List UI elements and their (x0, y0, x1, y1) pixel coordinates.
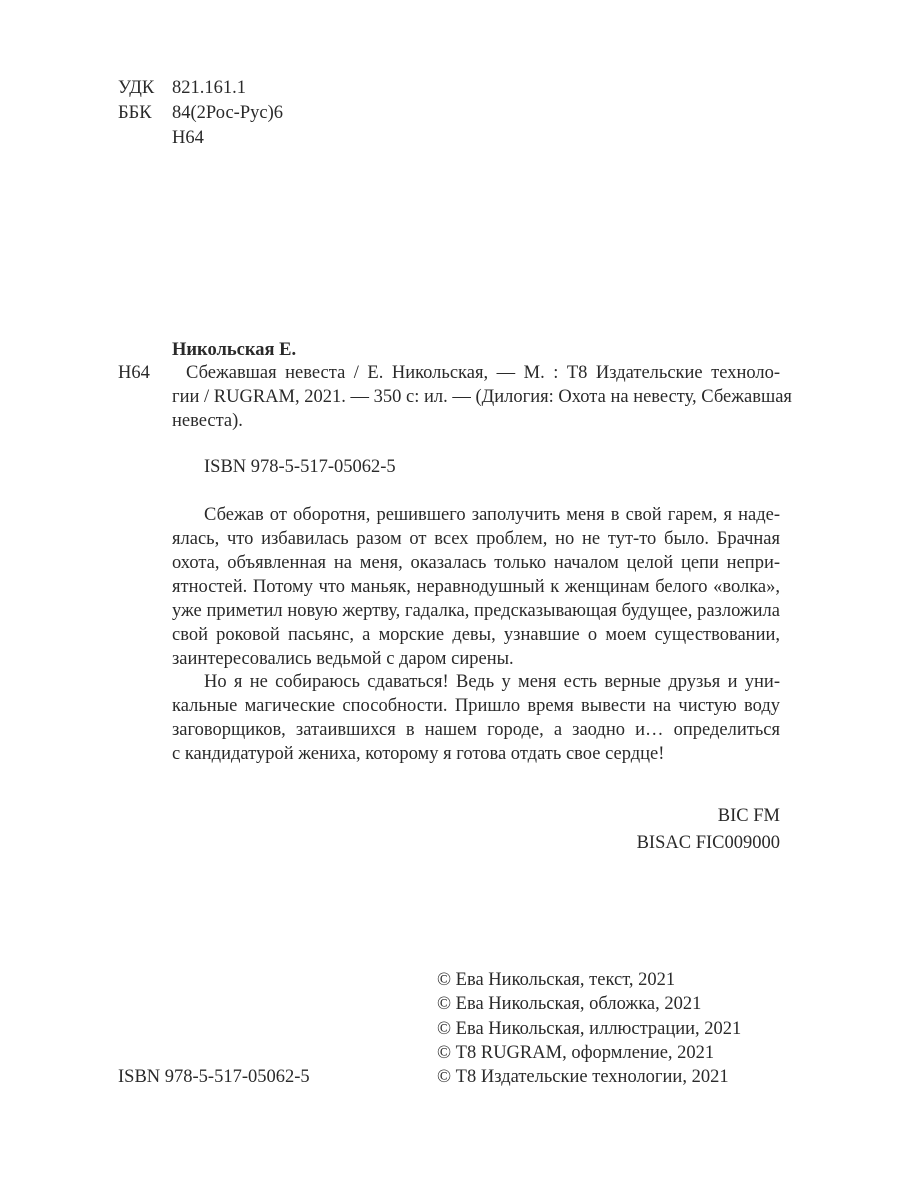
annotation-line: уже приметил новую жертву, гадалка, предсказывающая будущее, разложила (172, 601, 780, 621)
isbn-bottom: ISBN 978-5-517-05062-5 (118, 1067, 310, 1087)
bic-code: BIC FM (717, 806, 780, 826)
author-heading: Никольская Е. (172, 340, 297, 360)
isbn: ISBN 978-5-517-05062-5 (204, 457, 396, 477)
annotation-line: ялась, что избавилась разом от всех проблем, но не тут-то было. Брачная (172, 529, 780, 549)
bib-line: гии / RUGRAM, 2021. — 350 с: ил. — (Дилогия: Охота на невесту, Сбежавшая (172, 387, 792, 407)
bbk-value: 84(2Рос-Рус)6 (172, 103, 283, 123)
annotation-line: ятностей. Потому что маньяк, неравнодушный к женщинам белого «волка», (172, 577, 780, 597)
annotation-line: заговорщиков, затаившихся в нашем городе, а заодно и… определиться (172, 720, 780, 740)
udk-label: УДК (118, 78, 155, 98)
annotation-line: заинтересовались ведьмой с даром сирены. (172, 649, 514, 669)
copyright-line: © Ева Никольская, текст, 2021 (437, 970, 676, 990)
udk-value: 821.161.1 (172, 78, 246, 98)
author-mark: Н64 (172, 128, 204, 148)
annotation-line: охота, объявленная на меня, оказалась только началом целой цепи непри- (172, 553, 780, 573)
annotation-line: с кандидатурой жениха, которому я готова отдать свое сердце! (172, 744, 665, 764)
author-code: Н64 (118, 363, 150, 383)
bib-line: Сбежавшая невеста / Е. Никольская, — М. : Т8 Издательские техноло- (186, 363, 780, 383)
annotation-line: Сбежав от оборотня, решившего заполучить меня в свой гарем, я наде- (204, 505, 780, 525)
bisac-code: BISAC FIC009000 (636, 833, 780, 853)
copyright-line: © Т8 Издательские технологии, 2021 (437, 1067, 729, 1087)
copyright-line: © Ева Никольская, обложка, 2021 (437, 994, 702, 1014)
copyright-line: © Ева Никольская, иллюстрации, 2021 (437, 1019, 742, 1039)
annotation-line: кальные магические способности. Пришло время вывести на чистую воду (172, 696, 780, 716)
bbk-label: ББК (118, 103, 152, 123)
annotation-line: свой роковой пасьянс, а морские девы, узнавшие о моем существовании, (172, 625, 780, 645)
copyright-line: © Т8 RUGRAM, оформление, 2021 (437, 1043, 715, 1063)
bib-line: невеста). (172, 411, 243, 431)
annotation-line: Но я не собираюсь сдаваться! Ведь у меня есть верные друзья и уни- (204, 672, 780, 692)
